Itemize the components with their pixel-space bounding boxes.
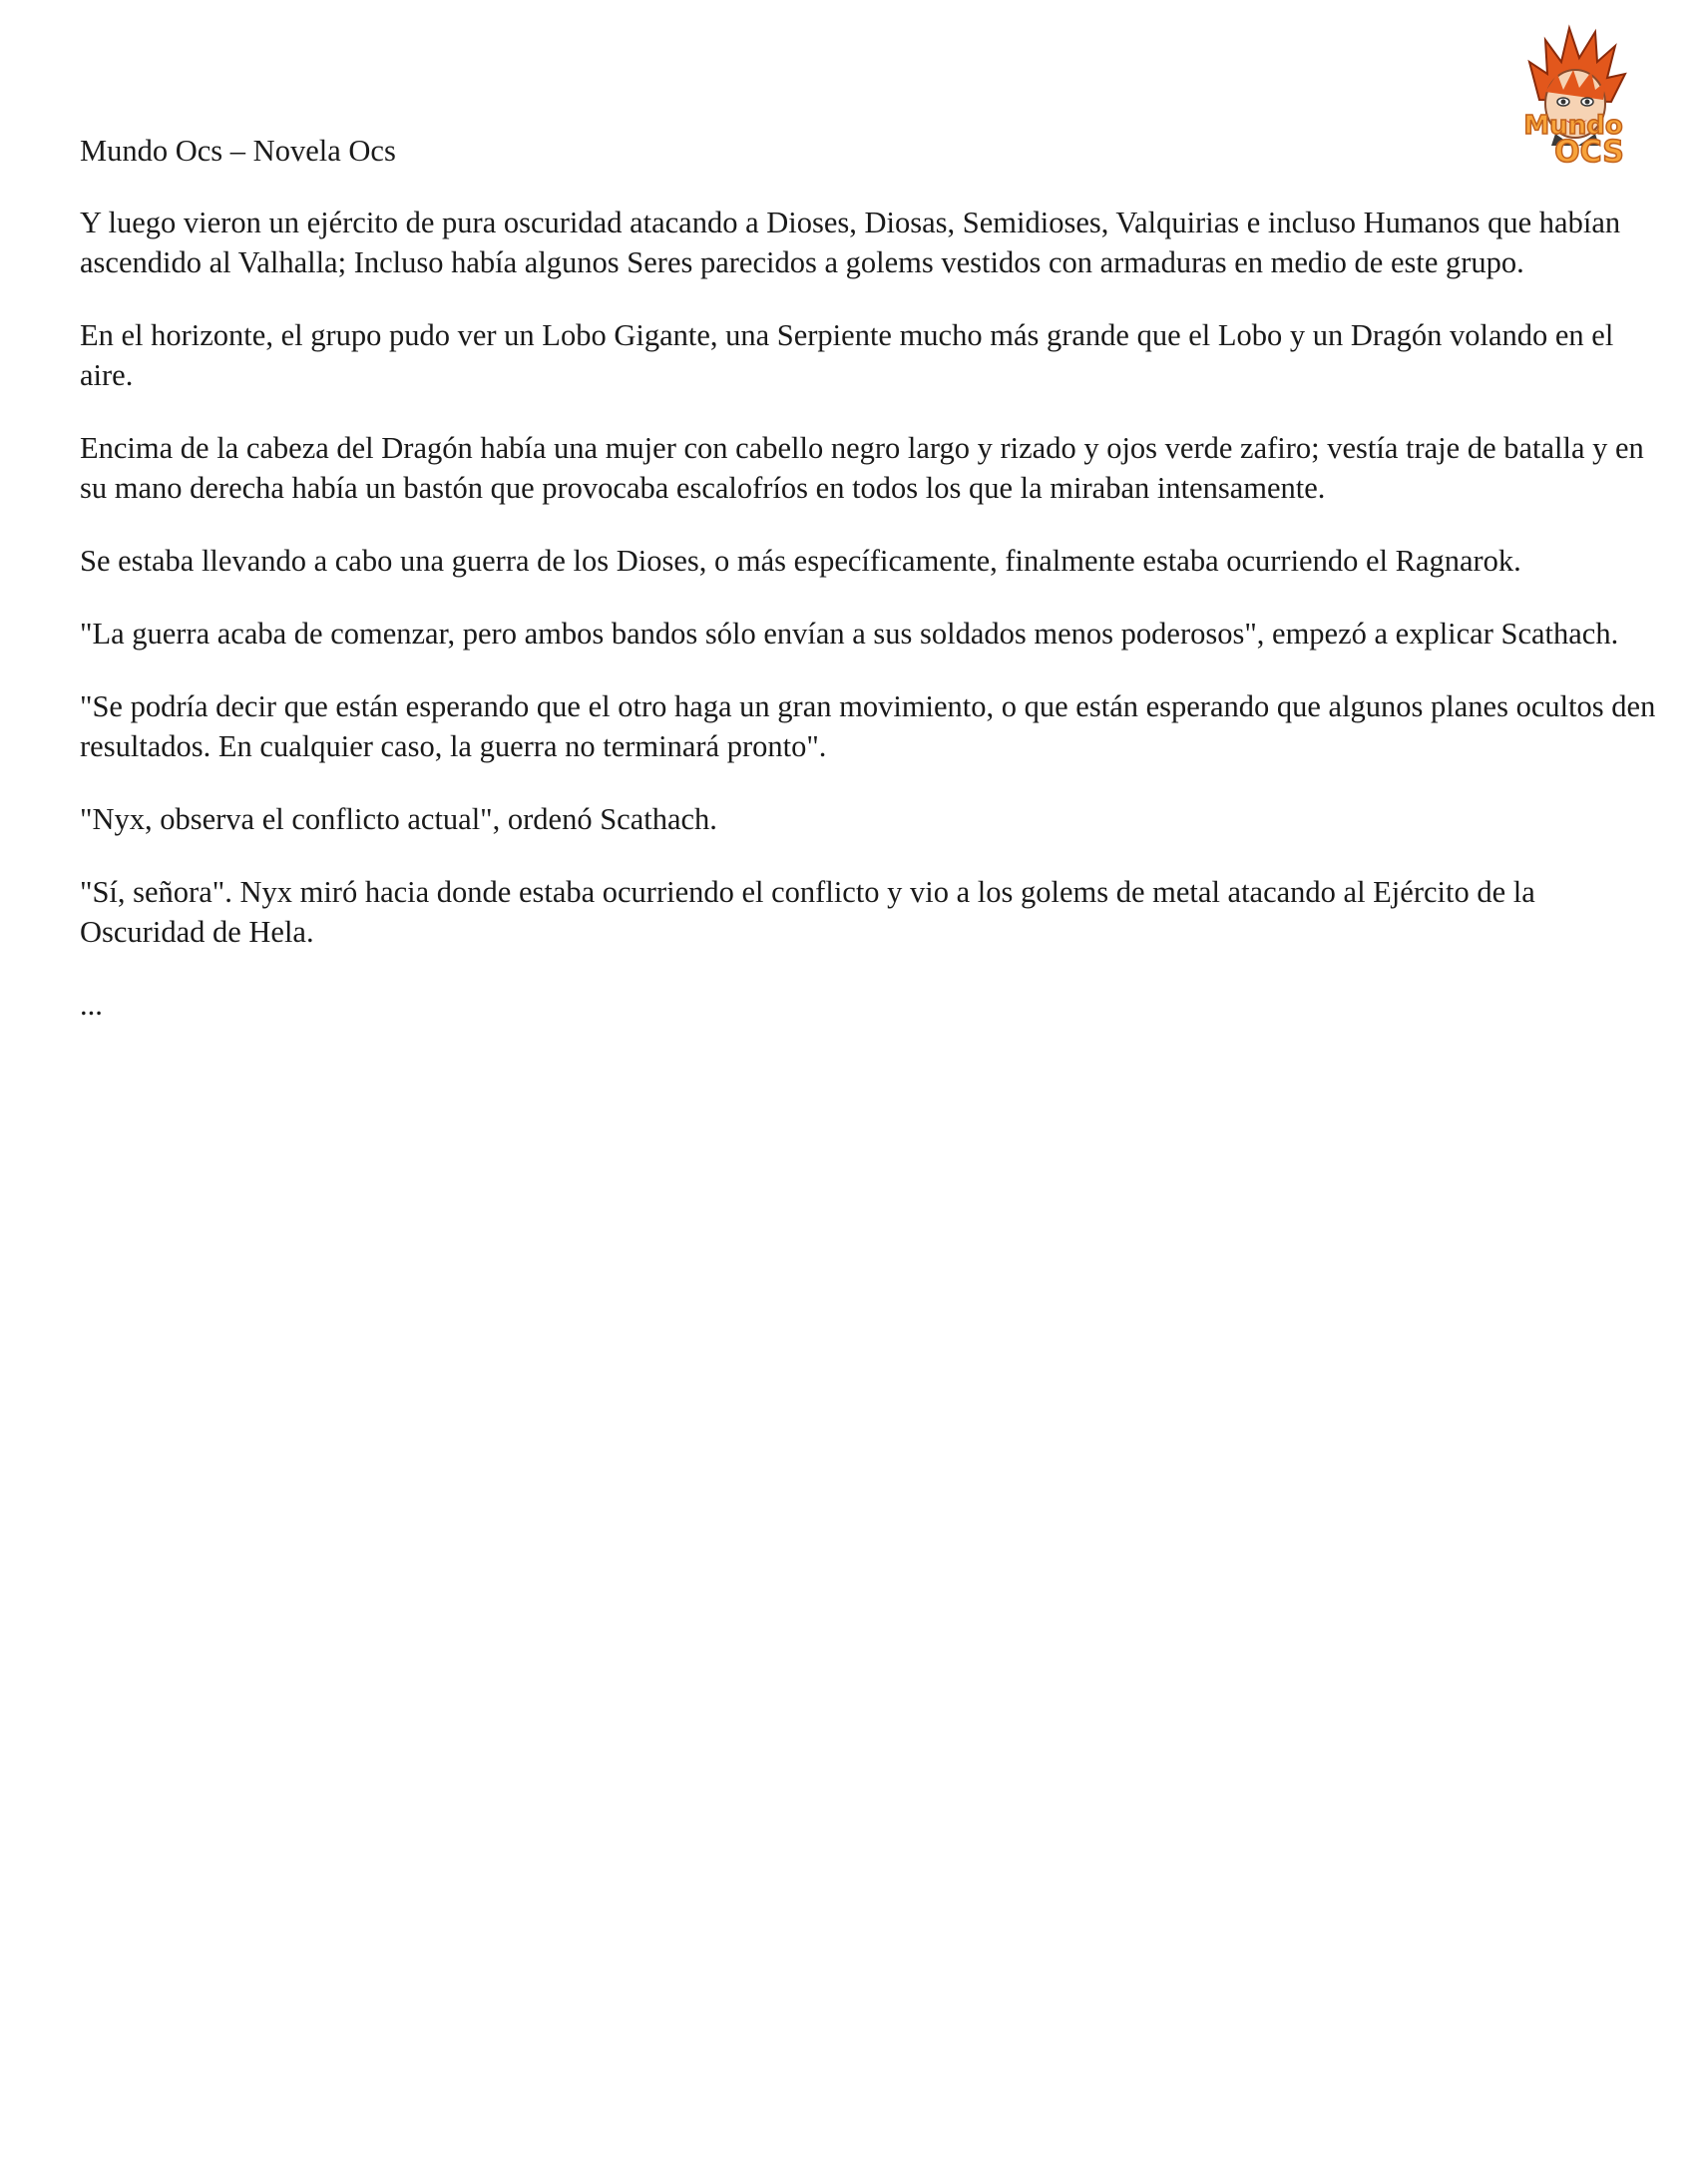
paragraph-2: En el horizonte, el grupo pudo ver un Lobo Gigante, una Serpiente mucho más grande que el Lobo y un Dragón volando en el aire. [80, 318, 1614, 392]
paragraph-6: "Se podría decir que están esperando que el otro haga un gran movimiento, o que están esperando que algunos planes ocultos den resultados. En cualquier caso, la guerra no terminará pronto". [80, 689, 1656, 763]
svg-text:Mundo: Mundo [1523, 111, 1623, 141]
paragraph-8: "Sí, señora". Nyx miró hacia donde estaba ocurriendo el conflicto y vio a los golems de metal atacando al Ejército de la Oscuridad de Hela. [80, 875, 1535, 949]
svg-text:OCS: OCS [1554, 135, 1624, 170]
document-header: Mundo Ocs – Novela Ocs [80, 134, 396, 168]
document-body [80, 131, 1656, 1058]
paragraph-5: "La guerra acaba de comenzar, pero ambos bandos sólo envían a sus soldados menos poderosos", empezó a explicar Scathach. [80, 617, 1619, 651]
paragraph-3: Encima de la cabeza del Dragón había una mujer con cabello negro largo y rizado y ojos verde zafiro; vestía traje de batalla y en su mano derecha había un bastón que provocaba escalofríos en todos los que la miraban intensamente. [80, 431, 1644, 505]
ellipsis: ... [80, 988, 103, 1022]
paragraph-4: Se estaba llevando a cabo una guerra de los Dioses, o más específicamente, finalmente estaba ocurriendo el Ragnarok. [80, 544, 1521, 578]
paragraph-7: "Nyx, observa el conflicto actual", ordenó Scathach. [80, 802, 717, 836]
paragraph-1: Y luego vieron un ejército de pura oscuridad atacando a Dioses, Diosas, Semidioses, Valquirias e incluso Humanos que habían ascendido al Valhalla; Incluso había algunos Seres parecidos a golems vestidos con armaduras en medio de este grupo. [80, 206, 1621, 279]
